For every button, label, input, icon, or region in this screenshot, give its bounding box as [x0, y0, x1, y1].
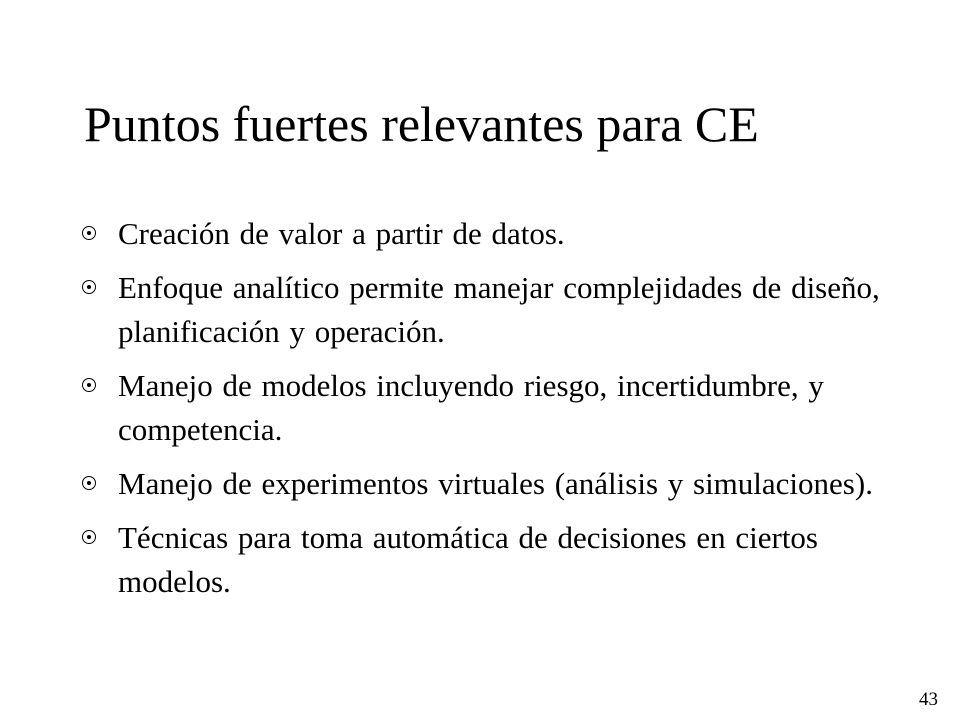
bullet-item: [80, 364, 880, 452]
circled-dot-icon: [82, 378, 96, 392]
circled-dot-icon: [82, 530, 96, 544]
bullet-item: [80, 212, 880, 256]
bullet-list: [80, 212, 880, 614]
slide-title: Puntos fuertes relevantes para CE: [84, 96, 759, 152]
bullet-text: Manejo de experimentos virtuales (análisis y simulaciones).: [118, 466, 873, 501]
bullet-item: [80, 516, 880, 604]
bullet-text: Manejo de modelos incluyendo riesgo, incertidumbre, y competencia.: [118, 368, 824, 447]
circled-dot-icon: [82, 476, 96, 490]
bullet-item: [80, 462, 880, 506]
circled-dot-icon: [82, 280, 96, 294]
bullet-text: Enfoque analítico permite manejar complejidades de diseño, planificación y operación.: [118, 270, 880, 349]
bullet-item: [80, 266, 880, 354]
bullet-text: Creación de valor a partir de datos.: [118, 216, 565, 251]
page-number: 43: [919, 689, 938, 710]
bullet-text: Técnicas para toma automática de decisiones en ciertos modelos.: [118, 520, 818, 599]
circled-dot-icon: [82, 226, 96, 240]
